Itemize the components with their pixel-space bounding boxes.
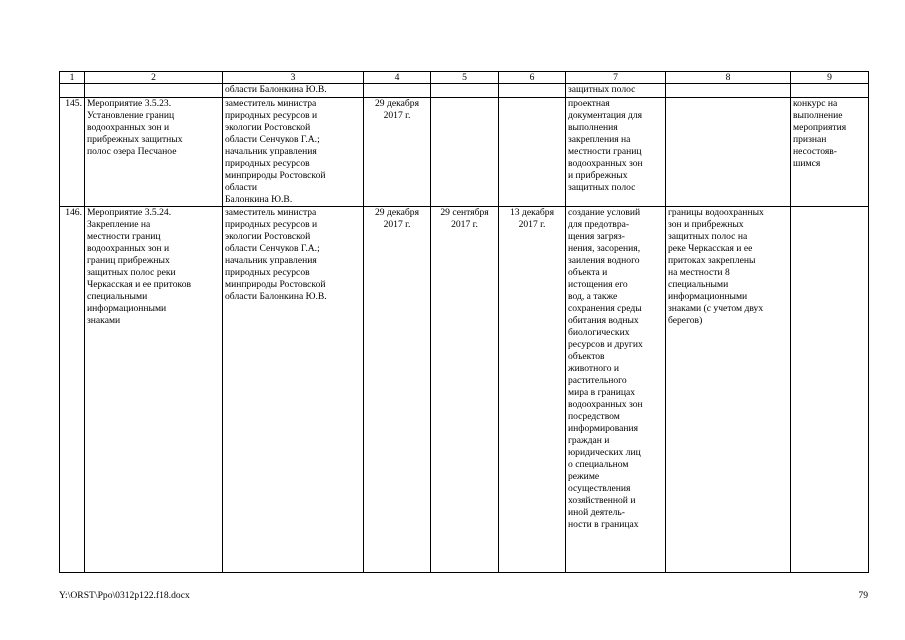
cont-cell-3: области Балонкина Ю.В. (223, 84, 364, 98)
cont-cell-6 (499, 84, 566, 98)
activities-table (59, 71, 869, 573)
header-cell-7: 7 (566, 72, 666, 84)
actual-result-cell: границы водоохранных зон и прибрежных защитных полос на реке Черкасская и ее притоках закреплены на местности 8 специальными информационными знаками (с учетом двух берегов) (666, 207, 791, 573)
cont-cell-8 (666, 84, 791, 98)
cont-cell-2 (85, 84, 223, 98)
cont-cell-4 (364, 84, 431, 98)
table-row-continuation (60, 84, 869, 98)
result-cell: создание условий для предотвра- щения загряз- нения, засорения, заиления водного объекта и истощения его вод, а также сохранения среды обитания водных биологических ресурсов и других объектов животного и растительного мира в границах водоохранных зон посредством информирования граждан и юридических лиц о специальном режиме осуществления хозяйственной и иной деятель- ности в границах (566, 207, 666, 573)
row-number: 145. (60, 98, 85, 207)
col6-date-cell (499, 98, 566, 207)
activity-cell: Мероприятие 3.5.24. Закрепление на местности границ водоохранных зон и границ прибрежных защитных полос реки Черкасская и ее притоков специальными информационными знаками (85, 207, 223, 573)
planned-date-cell: 29 декабря 2017 г. (364, 207, 431, 573)
table-row-146 (60, 207, 869, 573)
activity-cell: Мероприятие 3.5.23. Установление границ водоохранных зон и прибрежных защитных полос озера Песчаное (85, 98, 223, 207)
header-cell-1: 1 (60, 72, 85, 84)
header-cell-5: 5 (431, 72, 499, 84)
result-cell: проектная документация для выполнения закрепления на местности границ водоохранных зон и прибрежных защитных полос (566, 98, 666, 207)
file-path-footer: Y:\ORST\Ppo\0312p122.f18.docx (59, 590, 190, 601)
header-cell-4: 4 (364, 72, 431, 84)
page-number: 79 (858, 590, 868, 601)
actual-result-cell (666, 98, 791, 207)
cont-cell-1 (60, 84, 85, 98)
responsible-cell: заместитель министра природных ресурсов и экологии Ростовской области Сенчуков Г.А.; начальник управления природных ресурсов минприроды Ростовской области Балонкина Ю.В. (223, 98, 364, 207)
cont-cell-9 (791, 84, 869, 98)
note-cell: конкурс на выполнение мероприятия признан несостояв- шимся (791, 98, 869, 207)
note-cell (791, 207, 869, 573)
cont-cell-5 (431, 84, 499, 98)
col5-date-cell: 29 сентября 2017 г. (431, 207, 499, 573)
header-cell-3: 3 (223, 72, 364, 84)
header-cell-9: 9 (791, 72, 869, 84)
header-cell-2: 2 (85, 72, 223, 84)
cont-cell-7: защитных полос (566, 84, 666, 98)
col6-date-cell: 13 декабря 2017 г. (499, 207, 566, 573)
table-row-145 (60, 98, 869, 207)
table-header-row (60, 72, 869, 84)
col5-date-cell (431, 98, 499, 207)
responsible-cell: заместитель министра природных ресурсов и экологии Ростовской области Сенчуков Г.А.; начальник управления природных ресурсов минприроды Ростовской области Балонкина Ю.В. (223, 207, 364, 573)
planned-date-cell: 29 декабря 2017 г. (364, 98, 431, 207)
header-cell-8: 8 (666, 72, 791, 84)
header-cell-6: 6 (499, 72, 566, 84)
row-number: 146. (60, 207, 85, 573)
